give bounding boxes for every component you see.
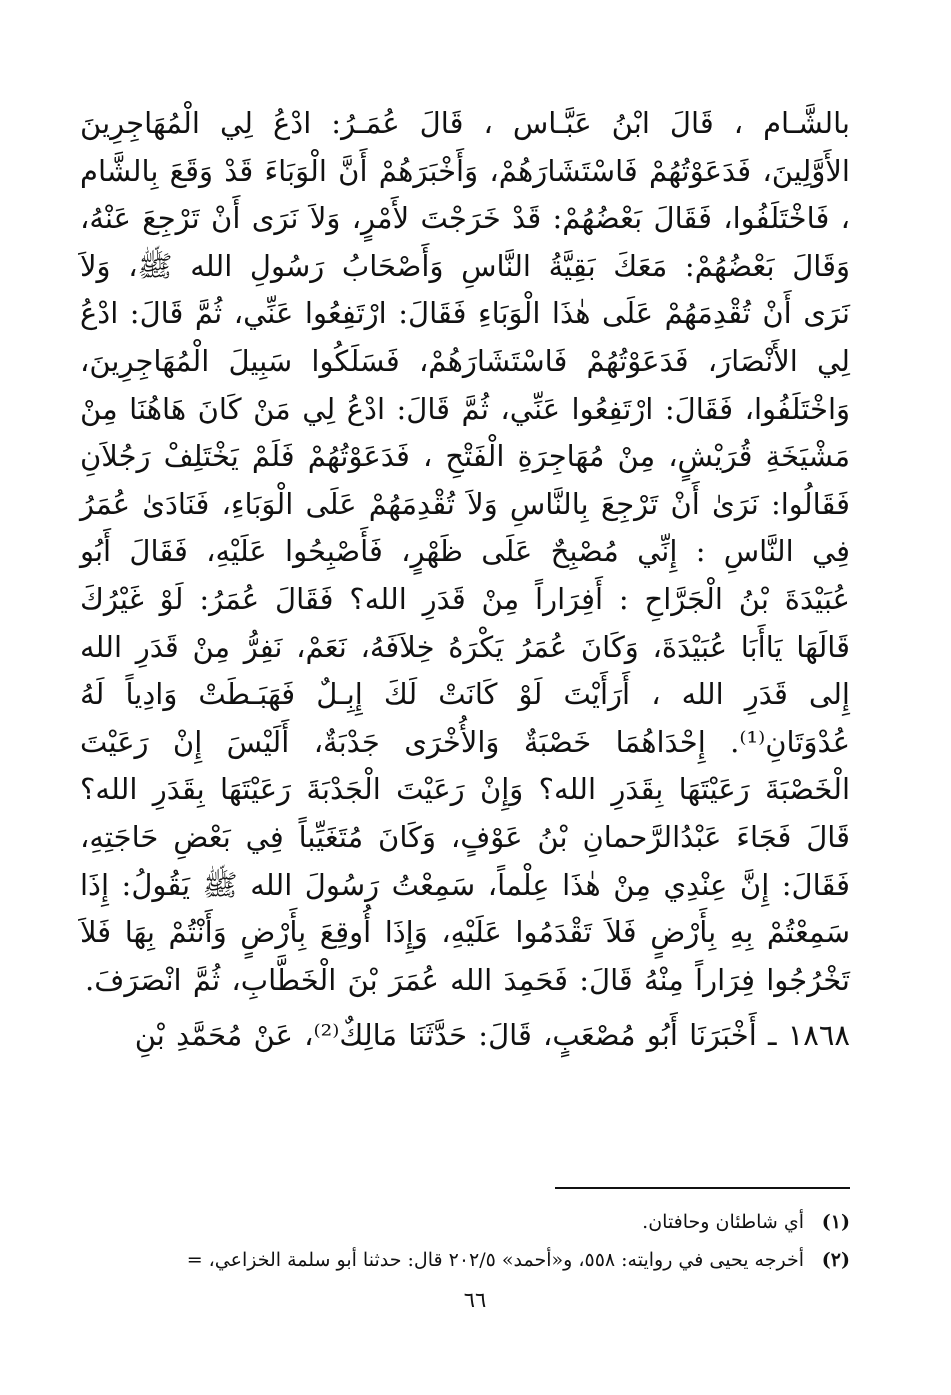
footnote-number: (٢) — [821, 1249, 850, 1271]
footnote-item — [80, 1241, 850, 1279]
main-text — [80, 100, 850, 1060]
paragraph: بالشَّـام ، قَالَ ابْنُ عَبَّـاس ، قَالَ عُمَـرُ: ادْعُ لِي الْمُهَاجِرِينَ الأَوَّلِينَ، فَدَعَوْتُهُمْ فَاسْتَشَارَهُمْ، وَأَخْبَرَهُمْ أَنَّ الْوَبَاءَ قَدْ وَقَعَ بِالشَّام ، فَاخْتَلَفُوا، فَقَالَ بَعْضُهُمْ: قَدْ خَرَجْتَ لأَمْرٍ، وَلاَ نَرَى أَنْ تَرْجِعَ عَنْهُ، وَقَالَ بَعْضُهُمْ: مَعَكَ بَقِيَّةُ النَّاسِ وَأَصْحَابُ رَسُولِ الله ﷺ، وَلاَ نَرَى أَنْ تُقْدِمَهُمْ عَلَى هٰذَا الْوَبَاءِ فَقَالَ: ارْتَفِعُوا عَنِّي، ثُمَّ قَالَ: ادْعُ لِي الأَنْصَارَ، فَدَعَوْتُهُمْ فَاسْتَشَارَهُمْ، فَسَلَكُوا سَبِيلَ الْمُهَاجِرِينَ، وَاخْتَلَفُوا، فَقَالَ: ارْتَفِعُوا عَنِّي، ثُمَّ قَالَ: ادْعُ لِي مَنْ كَانَ هَاهُنَا مِنْ مَشْيَخَةِ قُرَيْشٍ، مِنْ مُهَاجِرَةِ الْفَتْحِ ، فَدَعَوْتُهُمْ فَلَمْ يَخْتَلِفْ رَجُلاَنِ فَقَالُوا: نَرَىٰ أَنْ تَرْجِعَ بِالنَّاسِ وَلاَ تُقْدِمَهُمْ عَلَى الْوَبَاءِ، فَنَادَىٰ عُمَرُ فِي النَّاسِ : إِنِّي مُصْبِحٌ عَلَى ظَهْرٍ، فَأَصْبِحُوا عَلَيْهِ، فَقَالَ أَبُو عُبَيْدَةَ بْنُ الْجَرَّاحِ : أَفِرَاراً مِنْ قَدَرِ الله؟ فَقَالَ عُمَرُ: لَوْ غَيْرُكَ قَالَهَا يَاأَبَا عُبَيْدَةَ، وَكَانَ عُمَرُ يَكْرَهُ خِلاَفَهُ، نَعَمْ، نَفِرُّ مِنْ قَدَرِ الله إِلى قَدَرِ الله ، أَرَأَيْتَ لَوْ كَانَتْ لَكَ إِبِـلٌ فَهَبَـطَتْ وَادِياً لَهُ عُدْوَتَانِ⁽¹⁾. إِحْدَاهُمَا خَصْبَةٌ وَالأُخْرَى جَدْبَةٌ، أَلَيْسَ إِنْ رَعَيْتَ الْخَصْبَةَ رَعَيْتَهَا بِقَدَرِ الله؟ وَإِنْ رَعَيْتَ الْجَدْبَةَ رَعَيْتَهَا بِقَدَرِ الله؟ قَالَ فَجَاءَ عَبْدُالرَّحمانِ بْنُ عَوْفٍ، وَكَانَ مُتَغَيِّباً فِي بَعْضِ حَاجَتِهِ، فَقَالَ: إِنَّ عِنْدِي مِنْ هٰذَا عِلْماً، سَمِعْتُ رَسُولَ الله ﷺ يَقُولُ: إِذَا سَمِعْتُمْ بِهِ بِأَرْضٍ فَلاَ تَقْدَمُوا عَلَيْهِ، وَإِذَا أُوقِعَ بِأَرْضٍ وَأَنْتُمْ بِهَا فَلاَ تَخْرُجُوا فِرَاراً مِنْهُ قَالَ: فَحَمِدَ الله عُمَرَ بْنَ الْخَطَّابِ، ثُمَّ انْصَرَفَ. — [80, 106, 850, 997]
footnote-separator — [555, 1187, 850, 1189]
footnote-text: أخرجه يحيى في روايته: ٥٥٨، و«أحمد» ٢٠٢/٥ قال: حدثنا أبو سلمة الخزاعي، = — [186, 1249, 804, 1271]
hadith-paragraph: ١٨٦٨ ـ أَخْبَرَنَا أَبُو مُصْعَبٍ، قَالَ: حَدَّثَنَا مَالِكٌ⁽²⁾، عَنْ مُحَمَّدِ بْنِ — [134, 1018, 850, 1053]
footnote-text: أي شاطئان وحافتان. — [642, 1211, 804, 1233]
footnote-item — [80, 1203, 850, 1241]
footnotes — [80, 1203, 850, 1279]
footnote-number: (١) — [821, 1211, 850, 1233]
page-number: ٦٦ — [463, 1288, 487, 1312]
